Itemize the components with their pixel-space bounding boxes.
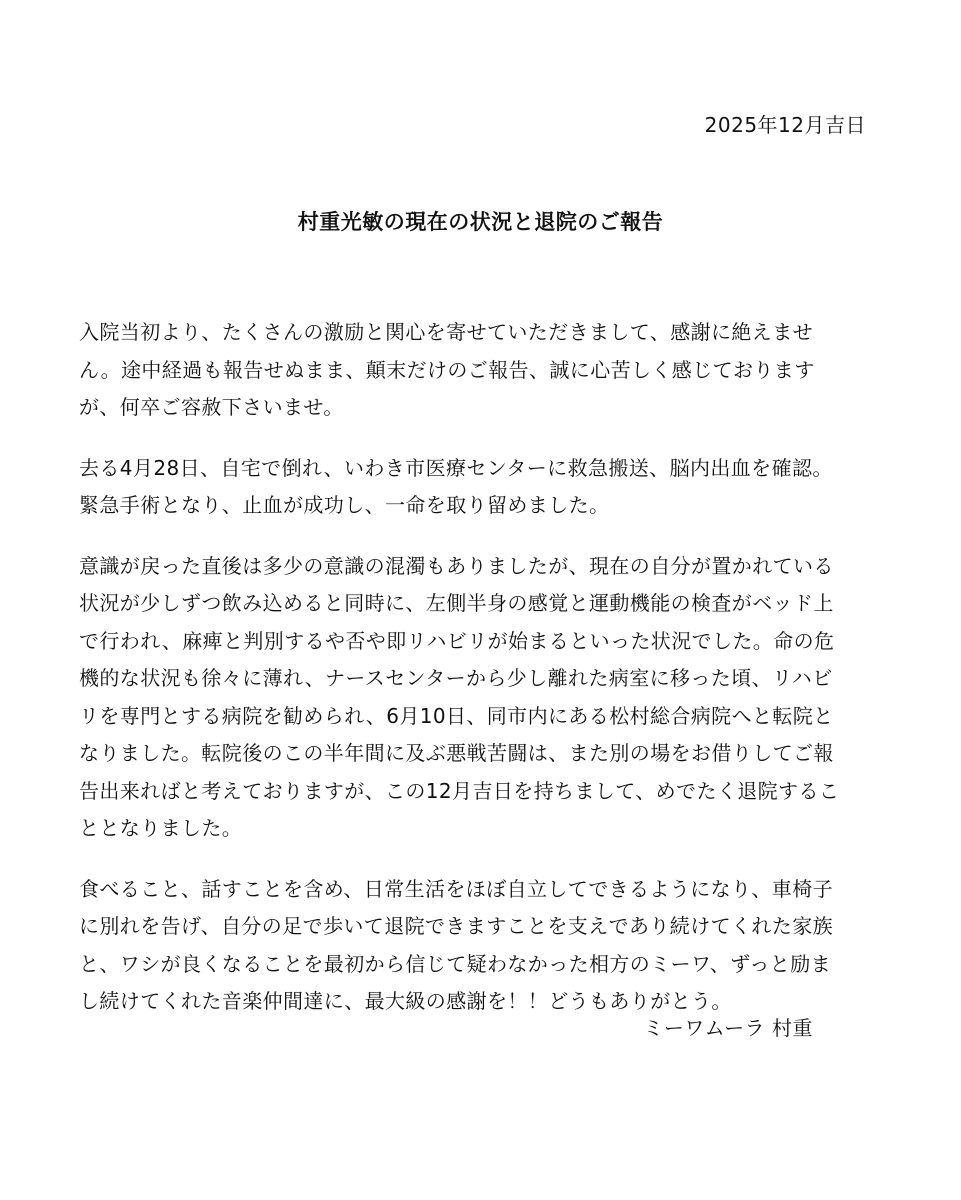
- paragraph-line: 機的な状況も徐々に薄れ、ナースセンターから少し離れた病室に移った頃、リハビ: [79, 666, 833, 690]
- paragraph-1: [79, 314, 889, 427]
- paragraph-line: リを専門とする病院を勧められ、6月10日、同市内にある松村総合病院へと転院と: [79, 703, 834, 728]
- paragraph-line: ん。途中経過も報告せぬまま、顛末だけのご報告、誠に心苦しく感じております: [79, 357, 815, 382]
- paragraph-line: と、ワシが良くなることを最初から信じて疑わなかった相方のミーワ、ずっと励ま: [79, 951, 831, 976]
- paragraph-line: し続けてくれた音楽仲間達に、最大級の感謝を！！どうもありがとう。: [79, 989, 732, 1013]
- paragraph-line: に別れを告げ、自分の足で歩いて退院できますことを支えであり続けてくれた家族: [79, 914, 833, 938]
- paragraph-3: [79, 548, 889, 848]
- paragraph-line: 入院当初より、たくさんの激励と関心を寄せていただきまして、感謝に絶えませ: [79, 320, 813, 344]
- paragraph-line: 去る4月28日、自宅で倒れ、いわき市医療センターに救急搬送、脳内出血を確認。: [79, 455, 833, 480]
- document-date: 2025年12月吉日: [704, 113, 866, 137]
- paragraph-line: 状況が少しずつ飲み込めると同時に、左側半身の感覚と運動機能の検査がベッド上: [79, 591, 834, 615]
- document-signature: ミーワムーラ 村重: [643, 1016, 813, 1040]
- paragraph-2: [79, 450, 889, 525]
- paragraph-line: ととなりました。: [79, 816, 243, 840]
- paragraph-4: [79, 871, 889, 1021]
- document-body: [79, 314, 889, 1044]
- paragraph-line: 食べること、話すことを含め、日常生活をほぼ自立してできるようになり、車椅子: [79, 876, 833, 901]
- paragraph-line: 告出来ればと考えておりますが、この12月吉日を持ちまして、めでたく退院するこ: [79, 778, 840, 803]
- paragraph-line: 意識が戻った直後は多少の意識の混濁もありましたが、現在の自分が置かれている: [79, 553, 834, 578]
- paragraph-line: 緊急手術となり、止血が成功し、一命を取り留めました。: [79, 493, 610, 517]
- paragraph-line: が、何卒ご容赦下さいませ。: [79, 395, 344, 419]
- paragraph-line: で行われ、麻痺と判別するや否や即リハビリが始まるといった状況でした。命の危: [79, 628, 835, 653]
- paragraph-line: なりました。転院後のこの半年間に及ぶ悪戦苦闘は、また別の場をお借りしてご報: [79, 741, 834, 765]
- document-title: 村重光敏の現在の状況と退院のご報告: [297, 210, 664, 234]
